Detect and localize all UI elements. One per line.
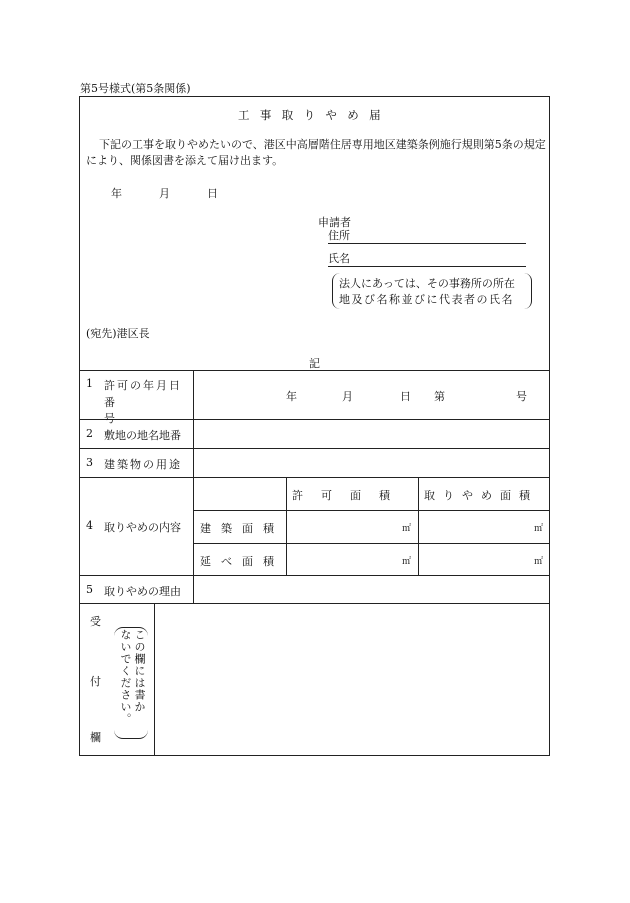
addressee: (宛先)港区長 [86,327,150,340]
row3-number: 3 [86,456,93,469]
permit-gou: 号 [516,390,527,403]
row4-label: 取りやめの内容 [104,521,181,534]
name-label: 氏名 [328,252,350,265]
unit-m2: ㎡ [402,524,412,534]
cancel-total-area-input[interactable] [419,544,549,575]
unit-m2: ㎡ [534,524,544,534]
corporate-note-line2: 地及び名称並びに代表者の氏名 [339,293,514,306]
permit-dai: 第 [434,390,445,403]
total-floor-area-label: 延べ面積 [200,555,284,568]
date-day: 日 [207,187,218,200]
reception-label-2: 付 [90,675,101,688]
permit-day: 日 [400,390,411,403]
unit-m2: ㎡ [534,557,544,567]
permit-building-area-input[interactable] [287,511,417,543]
permit-date-input[interactable] [194,371,549,419]
reception-note-col2: ないでください。 [119,629,132,725]
ki-label: 記 [309,357,320,370]
reception-area[interactable] [155,604,549,755]
divider [80,477,549,478]
name-field[interactable] [328,250,526,267]
permit-year: 年 [286,390,297,403]
date-line [111,185,218,201]
row1-number: 1 [86,377,93,390]
header-permit-area: 許可面積 [292,489,408,502]
row1-label-top: 許可の年月日 [104,379,182,392]
address-label: 住所 [328,229,350,242]
form-frame [79,96,550,756]
row5-number: 5 [86,583,93,596]
row1-label-bottom: 番号 [104,396,173,425]
reception-label-3: 欄 [90,731,101,744]
cancel-reason-input[interactable] [194,576,549,603]
reception-note [118,629,146,739]
row4-number: 4 [86,519,93,532]
form-title: 工事取りやめ届 [238,108,391,122]
site-address-input[interactable] [194,420,549,448]
date-year: 年 [111,187,122,200]
applicant-label: 申請者 [318,216,351,229]
cancel-building-area-input[interactable] [419,511,549,543]
header-cancel-area: 取りやめ面積 [424,489,538,502]
reception-note-col1: この欄には書か [133,629,146,713]
row2-label: 敷地の地名地番 [104,429,181,442]
building-use-input[interactable] [194,449,549,477]
address-field[interactable] [328,227,526,244]
date-month: 月 [159,187,170,200]
row2-number: 2 [86,427,93,440]
permit-month: 月 [342,390,353,403]
row3-label: 建築物の用途 [104,458,182,471]
body-text: 下記の工事を取りやめたいので、港区中高層階住居専用地区建築条例施行規則第5条の規定により、関係図書を添えて届け出ます。 [86,138,546,167]
building-area-label: 建築面積 [200,522,284,535]
form-number-label: 第5号様式(第5条関係) [80,82,191,95]
corporate-note [332,273,532,309]
reception-label-1: 受 [90,615,101,628]
corporate-note-line1: 法人にあっては、その事務所の所在 [339,277,515,290]
permit-total-area-input[interactable] [287,544,417,575]
unit-m2: ㎡ [402,557,412,567]
row5-label: 取りやめの理由 [104,585,181,598]
